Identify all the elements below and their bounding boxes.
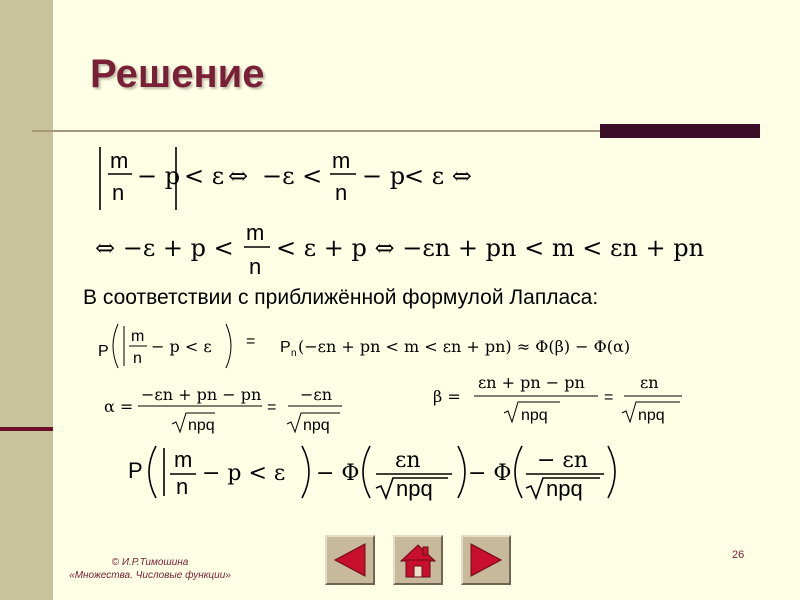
minus-phi: − Φ [468, 461, 512, 486]
final-denominator-1: npq [396, 476, 433, 501]
previous-slide-button[interactable] [325, 535, 375, 585]
formula-row-3 [98, 324, 630, 368]
equals-sign: = [604, 389, 614, 406]
probability-P: P [128, 458, 143, 483]
next-slide-button[interactable] [461, 535, 511, 585]
formula-row-2 [95, 220, 704, 279]
formula-row-1 [100, 147, 472, 210]
beta-numerator-1: εn + pn − pn [478, 373, 585, 392]
footer-credits [60, 556, 240, 582]
fraction-numerator: m [332, 148, 351, 173]
alpha-numerator-2: −εn [300, 385, 332, 404]
house-icon [395, 537, 441, 583]
iff-symbol: ⇔ [228, 162, 249, 190]
alpha-numerator-1: −εn + pn − pn [141, 385, 262, 404]
course-name: «Множества. Числовые функции» [69, 570, 231, 581]
paren-left [363, 446, 370, 498]
row2-tail: < ε + p ⇔ −εn + pn < m < εn + pn [276, 234, 705, 262]
beta-denominator-1: npq [521, 407, 548, 424]
fraction-denominator: n [112, 180, 125, 205]
fraction-denominator: n [133, 350, 142, 367]
fraction-numerator: m [174, 447, 193, 472]
equals-sign: = [246, 333, 256, 350]
home-button[interactable] [393, 535, 443, 585]
final-denominator-2: npq [546, 476, 583, 501]
fraction-numerator: m [246, 220, 265, 245]
final-numerator-1: εn [395, 448, 421, 473]
beta-formula [433, 373, 682, 424]
triangle-left-icon [327, 537, 373, 583]
author-name: © И.Р.Тимошина [111, 557, 189, 568]
final-formula [128, 446, 615, 501]
triangle-right-icon [463, 537, 509, 583]
equals-sign: = [267, 399, 277, 416]
minus-p-lt-epsilon: − p < ε [202, 461, 286, 486]
fraction-denominator: n [335, 180, 348, 205]
alpha-denominator-1: npq [188, 417, 215, 434]
slide-title: Решение [90, 52, 265, 96]
alpha-lhs: α = [104, 397, 134, 416]
beta-denominator-2: npq [638, 407, 665, 424]
paren-right [458, 446, 465, 498]
alpha-denominator-2: npq [303, 417, 330, 434]
beta-numerator-2: εn [640, 373, 659, 392]
lt-epsilon-iff: < ε ⇔ [404, 162, 472, 190]
paren-left [515, 446, 522, 498]
beta-lhs: β = [433, 387, 461, 406]
paren-right [226, 324, 231, 368]
paren-right [608, 446, 615, 498]
fraction-denominator: n [249, 254, 262, 279]
minus-p-lt-epsilon: − p < ε [151, 337, 212, 356]
laplace-expression: (−εn + pn < m < εn + pn) ≈ Φ(β) − Φ(α) [298, 337, 631, 356]
fraction-denominator: n [176, 474, 189, 499]
final-numerator-2: − εn [537, 448, 588, 473]
slide-number: 26 [732, 549, 745, 561]
laplace-caption: В соответствии с приближённой формулой Лапласа: [83, 286, 599, 309]
iff-lead: ⇔ −ε + p < [95, 234, 234, 262]
minus-p: − p [137, 162, 181, 190]
neg-epsilon-lt: −ε < [262, 162, 323, 190]
alpha-formula [104, 385, 342, 434]
paren-left [113, 324, 118, 368]
minus-phi: − Φ [316, 461, 360, 486]
fraction-numerator: m [110, 148, 129, 173]
probability-Pn: P [280, 339, 291, 356]
probability-P: P [98, 343, 109, 360]
paren-right [302, 446, 309, 498]
subscript-n: n [291, 348, 297, 359]
lt-epsilon: < ε [184, 162, 225, 190]
minus-p: − p [362, 162, 406, 190]
fraction-numerator: m [131, 328, 145, 345]
paren-left [149, 446, 156, 498]
